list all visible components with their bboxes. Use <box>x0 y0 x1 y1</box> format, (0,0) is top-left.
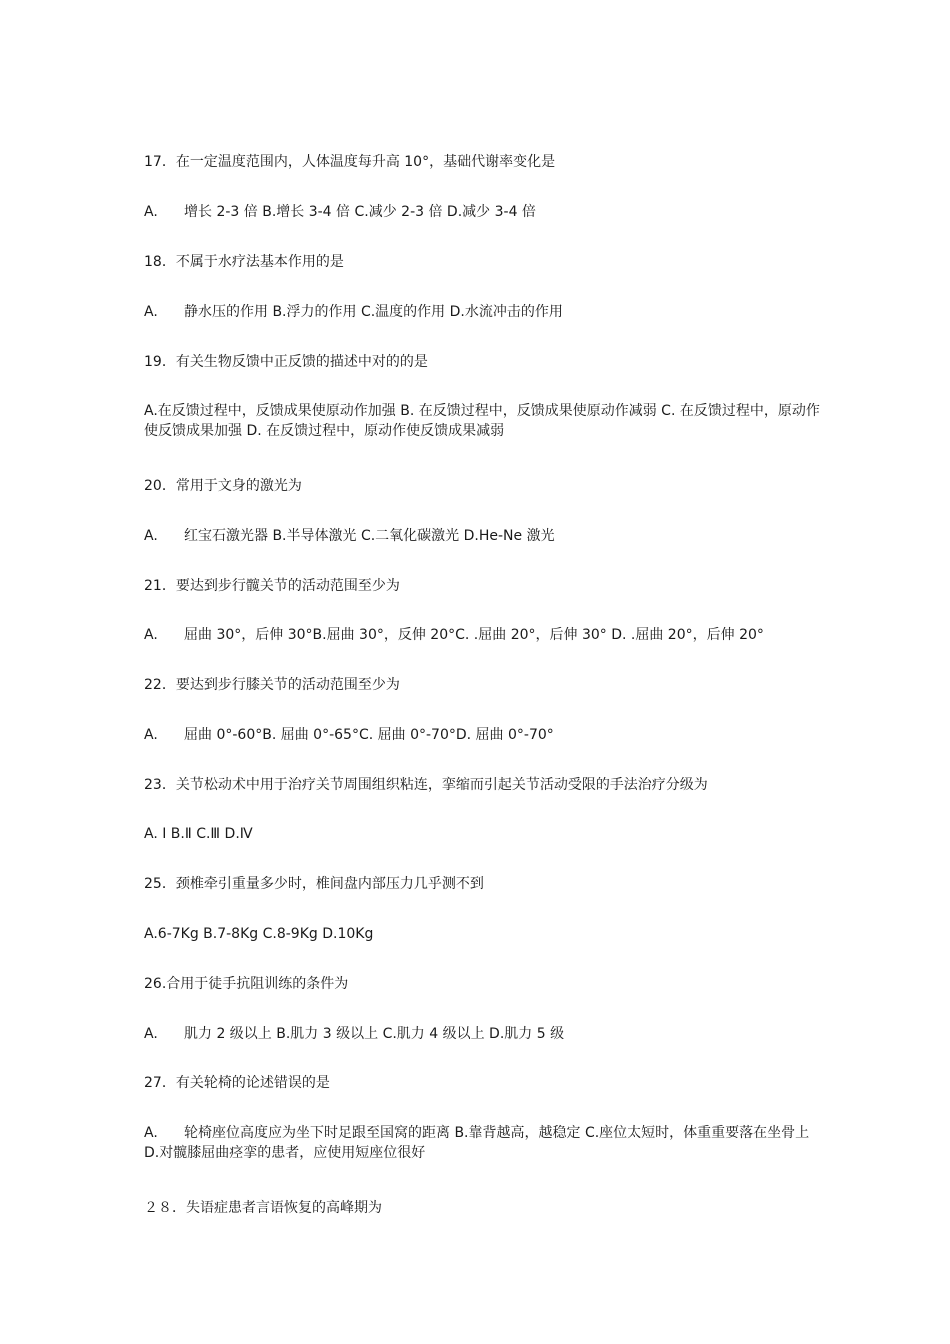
question-27: 27．有关轮椅的论述错误的是 <box>144 1075 330 1091</box>
question-18: 18．不属于水疗法基本作用的是 <box>144 254 344 270</box>
question-19: 19．有关生物反馈中正反馈的描述中对的的是 <box>144 354 428 370</box>
question-26: 26.合用于徒手抗阻训练的条件为 <box>144 976 349 992</box>
option-label: A. <box>144 727 158 743</box>
options-text: 屈曲 30°，后伸 30°B.屈曲 30°，反伸 20°C. .屈曲 20°，后伸 30° D. .屈曲 20°，后伸 20° <box>184 627 764 643</box>
question-17: 17．在一定温度范围内，人体温度每升高 10°，基础代谢率变化是 <box>144 154 556 170</box>
options-text: 肌力 2 级以上 B.肌力 3 级以上 C.肌力 4 级以上 D.肌力 5 级 <box>184 1026 565 1042</box>
question-23-options: A. Ⅰ B.Ⅱ C.Ⅲ D.Ⅳ <box>144 826 253 842</box>
option-label: A. <box>144 627 158 643</box>
question-28: ２８．失语症患者言语恢复的高峰期为 <box>144 1200 382 1216</box>
options-text: 增长 2-3 倍 B.增长 3-4 倍 C.减少 2-3 倍 D.减少 3-4 倍 <box>184 204 536 220</box>
options-text: 轮椅座位高度应为坐下时足跟至国窝的距离 B.靠背越高，越稳定 C.座位太短时，体重重要落在坐骨上 D.对髋膝屈曲痉挛的患者，应使用短座位很好 <box>144 1125 810 1161</box>
options-text: 红宝石激光器 B.半导体激光 C.二氧化碳激光 D.He-Ne 激光 <box>184 528 555 544</box>
question-21-options <box>144 625 824 645</box>
option-label: A. <box>144 1125 158 1141</box>
question-19-options: A.在反馈过程中，反馈成果使原动作加强 B. 在反馈过程中，反馈成果使原动作减弱 C. 在反馈过程中，原动作使反馈成果加强 D. 在反馈过程中，原动作使反馈成果减弱 <box>144 403 820 439</box>
question-22: 22．要达到步行膝关节的活动范围至少为 <box>144 677 400 693</box>
question-21: 21．要达到步行髋关节的活动范围至少为 <box>144 578 400 594</box>
question-25: 25．颈椎牵引重量多少时，椎间盘内部压力几乎测不到 <box>144 876 484 892</box>
question-20-options <box>144 526 824 546</box>
question-23: 23．关节松动术中用于治疗关节周围组织粘连，挛缩而引起关节活动受限的手法治疗分级为 <box>144 777 708 793</box>
option-label: A. <box>144 204 158 220</box>
options-text: 屈曲 0°-60°B. 屈曲 0°-65°C. 屈曲 0°-70°D. 屈曲 0°-70° <box>184 727 554 743</box>
question-18-options <box>144 302 824 322</box>
question-22-options <box>144 725 824 745</box>
question-20: 20．常用于文身的激光为 <box>144 478 302 494</box>
question-17-options <box>144 202 824 222</box>
question-26-options <box>144 1024 824 1044</box>
options-text: 静水压的作用 B.浮力的作用 C.温度的作用 D.水流冲击的作用 <box>184 304 563 320</box>
question-25-options: A.6-7Kg B.7-8Kg C.8-9Kg D.10Kg <box>144 926 374 942</box>
question-27-options <box>144 1123 824 1163</box>
option-label: A. <box>144 1026 158 1042</box>
option-label: A. <box>144 528 158 544</box>
option-label: A. <box>144 304 158 320</box>
